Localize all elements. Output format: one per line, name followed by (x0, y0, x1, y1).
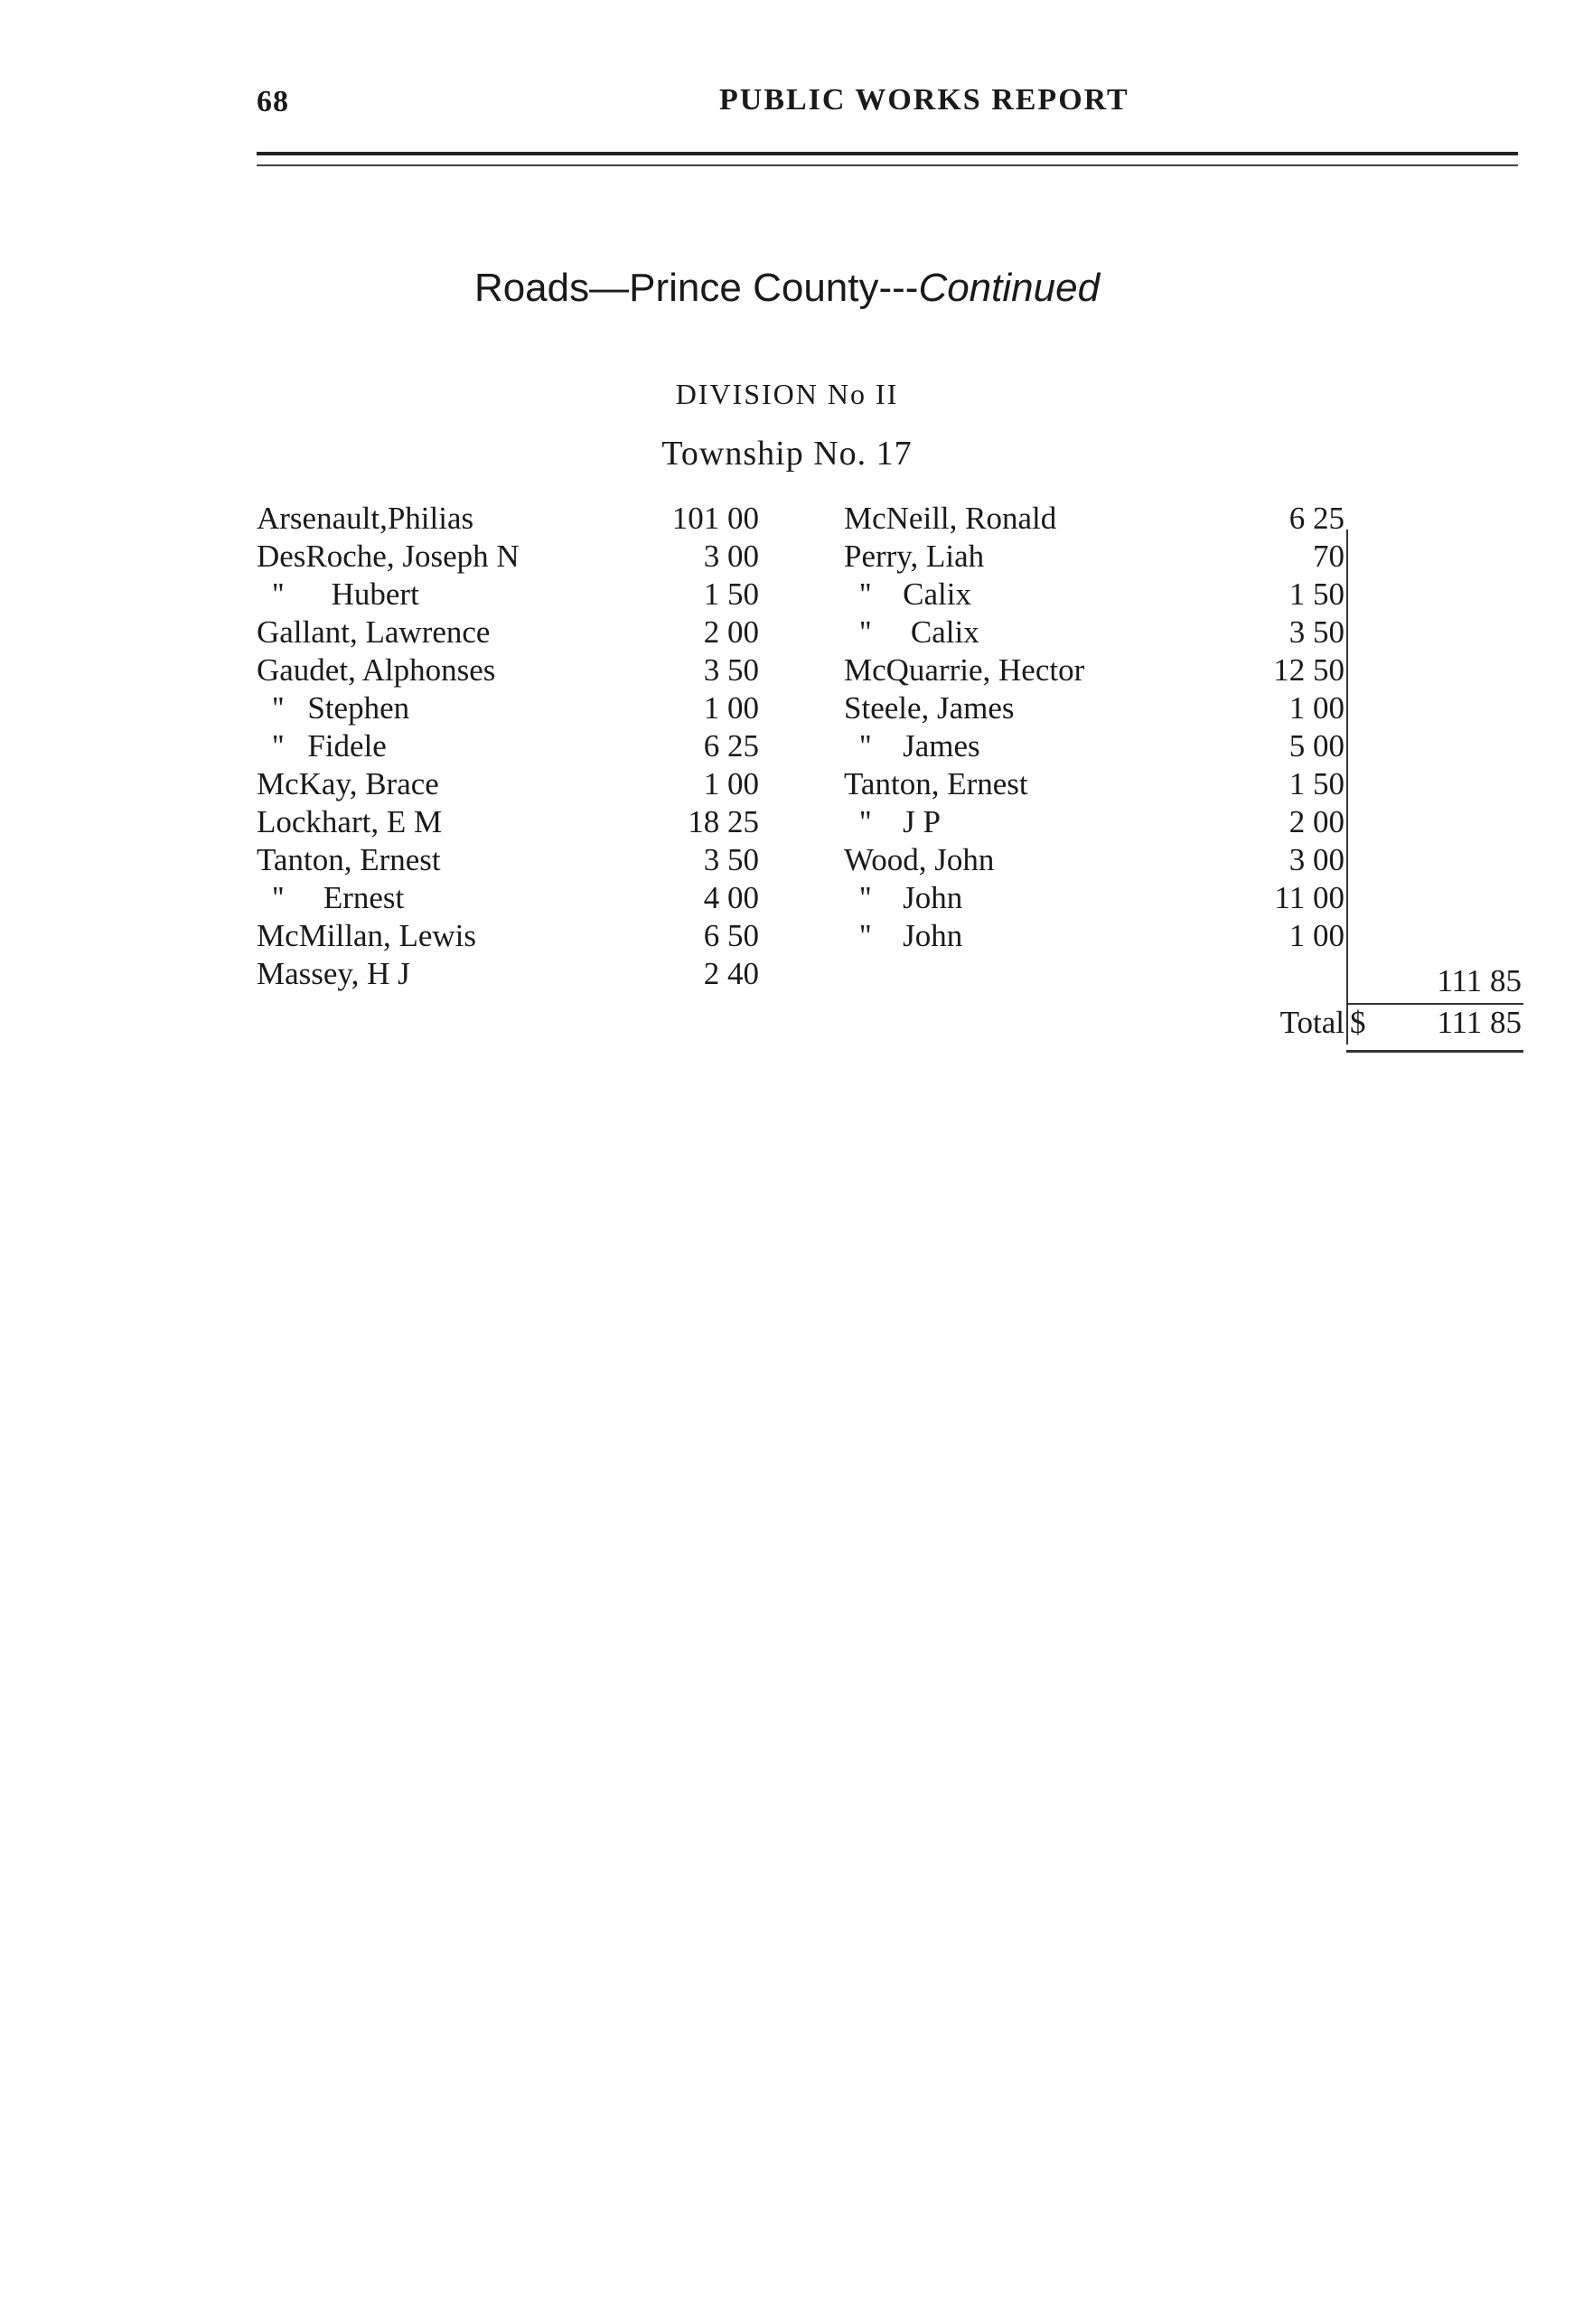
right-entry-amount: 2 00 (1288, 804, 1344, 839)
right-entry-name: '' John (844, 918, 963, 953)
township-heading: Township No. 17 (661, 435, 913, 473)
right-entry-amount: 1 00 (1288, 690, 1344, 726)
left-entry-name: Tanton, Ernest (257, 842, 441, 877)
right-entry-amount: 6 25 (1288, 501, 1344, 536)
left-entry-amount: 2 40 (703, 956, 759, 991)
left-entry-name: McMillan, Lewis (257, 918, 477, 953)
left-entry-amount: 3 50 (703, 652, 759, 688)
right-entry-name: McNeill, Ronald (844, 501, 1057, 536)
right-entry-amount: 1 50 (1288, 576, 1344, 612)
right-entry-name: '' J P (844, 804, 941, 839)
right-entry-name: '' John (844, 880, 963, 915)
right-entry-name: Tanton, Ernest (844, 766, 1028, 801)
header-rule-thin (257, 164, 1518, 166)
total-currency: $ (1350, 1005, 1366, 1040)
right-entry-name: '' Calix (844, 614, 979, 650)
left-entry-name: McKay, Brace (257, 766, 439, 801)
right-entry-name: '' Calix (844, 576, 971, 612)
left-entry-amount: 2 00 (703, 614, 759, 650)
right-entry-amount: 3 00 (1288, 842, 1344, 877)
left-entry-amount: 6 50 (703, 918, 759, 953)
total-underline (1346, 1050, 1523, 1053)
right-entry-amount: 11 00 (1274, 880, 1344, 915)
right-entry-amount: 12 50 (1273, 652, 1344, 688)
right-entry-name: McQuarrie, Hector (844, 652, 1085, 688)
left-entry-name: Massey, H J (257, 956, 410, 991)
left-entry-name: '' Ernest (257, 880, 405, 915)
left-entry-name: Lockhart, E M (257, 804, 443, 839)
header-rule-thick (257, 152, 1518, 155)
right-entry-name: Wood, John (844, 842, 995, 877)
left-entry-amount: 1 00 (703, 690, 759, 726)
left-entry-name: '' Stephen (257, 690, 410, 726)
right-entry-name: '' James (844, 728, 980, 764)
left-entry-name: Gallant, Lawrence (257, 614, 491, 650)
left-entry-name: DesRoche, Joseph N (257, 539, 520, 574)
left-entry-name: '' Fidele (257, 728, 387, 764)
right-entry-amount: 1 00 (1288, 918, 1344, 953)
total-amount: 111 85 (1437, 1005, 1522, 1040)
right-entry-name: Steele, James (844, 690, 1015, 726)
left-entry-amount: 4 00 (703, 880, 759, 915)
subtotal-value: 111 85 (1437, 963, 1522, 998)
section-title-main: Roads—Prince County--- (473, 266, 919, 310)
right-entry-amount: 5 00 (1288, 728, 1344, 764)
left-entry-name: Arsenault,Philias (257, 501, 474, 536)
page-number: 68 (257, 85, 289, 118)
totals-rule-vertical (1346, 529, 1348, 1045)
left-entry-amount: 1 50 (703, 576, 759, 612)
section-title (0, 266, 1574, 311)
right-entry-amount: 1 50 (1288, 766, 1344, 801)
left-entry-amount: 1 00 (703, 766, 759, 801)
total-label: Total (1279, 1005, 1344, 1040)
left-entry-amount: 101 00 (671, 501, 759, 536)
left-entry-amount: 6 25 (703, 728, 759, 764)
right-entry-name: Perry, Liah (844, 539, 985, 574)
division-heading: DIVISION No II (675, 378, 899, 410)
left-entry-name: '' Hubert (257, 576, 419, 612)
right-entry-amount: 70 (1313, 539, 1344, 574)
section-title-continued: Continued (918, 266, 1101, 310)
left-entry-amount: 3 50 (703, 842, 759, 877)
right-entry-amount: 3 50 (1288, 614, 1344, 650)
left-entry-amount: 18 25 (688, 804, 759, 839)
running-head: PUBLIC WORKS REPORT (719, 83, 1129, 117)
left-entry-name: Gaudet, Alphonses (257, 652, 496, 688)
left-entry-amount: 3 00 (703, 539, 759, 574)
